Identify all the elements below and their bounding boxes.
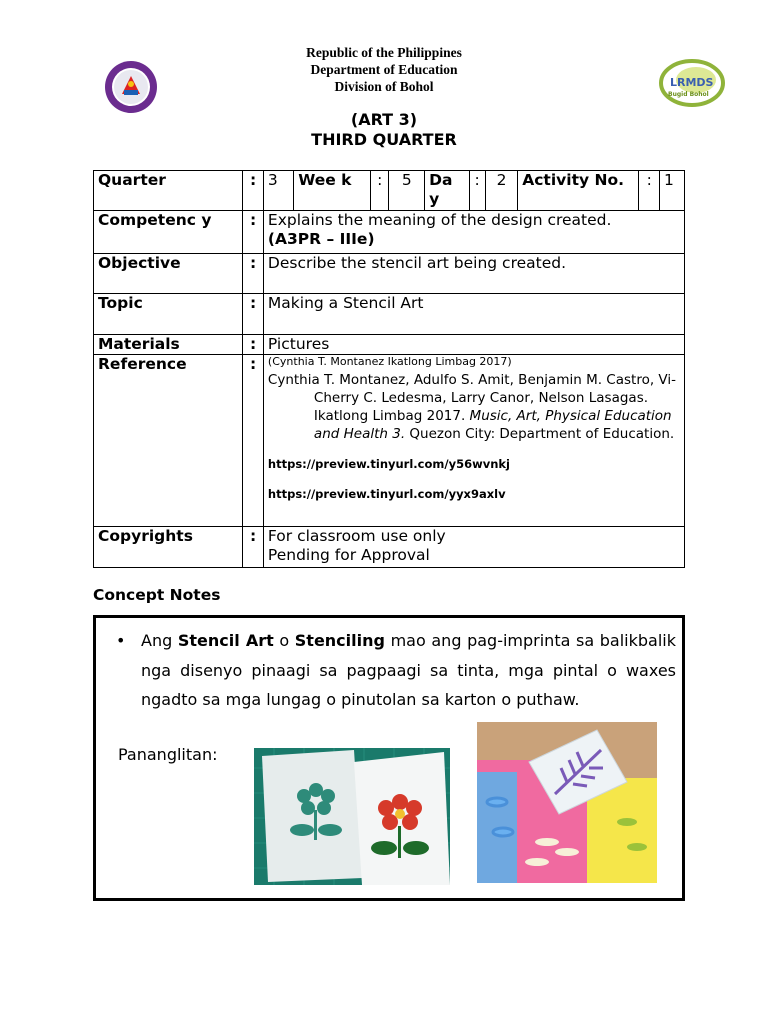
- reference-body: [268, 371, 680, 443]
- week-value: 5: [389, 171, 425, 211]
- topic-text: Making a Stencil Art: [263, 294, 684, 335]
- lrmds-logo-subtext: Bugid Bohol: [668, 91, 709, 98]
- flower-stencil-image: [254, 748, 450, 885]
- concept-notes-heading: Concept Notes: [93, 586, 221, 604]
- concept-text-e: mao ang pag-imprinta sa balikbalik nga disenyo pinaagi sa pagpaagi sa tinta, mga pintal o waxes ngadto sa mga lungag o pinutolan sa karton o puthaw.: [141, 631, 677, 709]
- day-value: 2: [485, 171, 517, 211]
- day-label: Da y: [425, 171, 469, 211]
- reference-book-title: Music, Art, Physical Education and Health 3.: [313, 408, 672, 442]
- week-label: Wee k: [294, 171, 371, 211]
- colon: :: [243, 211, 264, 254]
- copyrights-cell: [263, 527, 684, 568]
- materials-label: Materials: [94, 335, 243, 355]
- reference-citation: (Cynthia T. Montanez Ikatlong Limbag 2017): [267, 355, 512, 368]
- quarter-label: Quarter: [94, 171, 243, 211]
- row-materials: [94, 335, 685, 355]
- colon: :: [469, 171, 485, 211]
- activity-label: Activity No.: [518, 171, 639, 211]
- example-label: Pananglitan:: [118, 745, 218, 764]
- header-division: Division of Bohol: [334, 79, 434, 94]
- competency-text: Explains the meaning of the design created.: [267, 211, 612, 229]
- objective-label: Objective: [94, 254, 243, 294]
- competency-code: (A3PR – IIIe): [267, 230, 375, 248]
- colon: :: [371, 171, 389, 211]
- activity-value: 1: [660, 171, 685, 211]
- row-copyrights: [94, 527, 685, 568]
- colon: :: [243, 171, 264, 211]
- subject-title: (ART 3): [350, 110, 418, 129]
- bullet-icon: •: [116, 631, 126, 650]
- reference-authors: Cynthia T. Montanez, Adulfo S. Amit, Benjamin M. Castro, Vi-Cherry C. Ledesma, Larry Canor, Nelson Lasagas. Ikatlong Limbag 2017.: [267, 372, 676, 424]
- copyrights-line-1: For classroom use only: [267, 527, 446, 545]
- header-department: Department of Education: [310, 62, 458, 77]
- row-quarter: [94, 171, 685, 211]
- concept-paragraph: [141, 626, 676, 715]
- leaf-stencil-image: [477, 722, 657, 883]
- reference-cell: [263, 355, 684, 527]
- reference-link-2[interactable]: https://preview.tinyurl.com/yyx9axlv: [267, 487, 506, 501]
- topic-label: Topic: [94, 294, 243, 335]
- row-objective: [94, 254, 685, 294]
- concept-term-stenciling: Stenciling: [294, 631, 385, 650]
- copyrights-label: Copyrights: [94, 527, 243, 568]
- row-competency: [94, 211, 685, 254]
- header-republic: Republic of the Philippines: [306, 45, 462, 60]
- lrmds-logo-icon: [656, 58, 726, 108]
- copyrights-line-2: Pending for Approval: [267, 546, 430, 564]
- colon: :: [243, 254, 264, 294]
- concept-term-stencil-art: Stencil Art: [177, 631, 274, 650]
- row-reference: [94, 355, 685, 527]
- colon: :: [639, 171, 660, 211]
- quarter-value: 3: [263, 171, 293, 211]
- reference-link-1[interactable]: https://preview.tinyurl.com/y56wvnkj: [267, 457, 510, 471]
- concept-notes-box: [93, 615, 685, 901]
- competency-cell: [263, 211, 684, 254]
- lesson-info-table: [93, 170, 685, 568]
- materials-text: Pictures: [263, 335, 684, 355]
- competency-label: Competenc y: [94, 211, 243, 254]
- lrmds-logo-text: LRMDS: [670, 76, 714, 89]
- concept-text-c: o: [273, 631, 295, 650]
- reference-publisher: Quezon City: Department of Education.: [405, 426, 675, 442]
- colon: :: [243, 335, 264, 355]
- objective-text: Describe the stencil art being created.: [263, 254, 684, 294]
- colon: :: [243, 527, 264, 568]
- concept-text-a: Ang: [141, 631, 178, 650]
- reference-label: Reference: [94, 355, 243, 527]
- colon: :: [243, 294, 264, 335]
- row-topic: [94, 294, 685, 335]
- colon: :: [243, 355, 264, 527]
- quarter-title: THIRD QUARTER: [311, 130, 457, 149]
